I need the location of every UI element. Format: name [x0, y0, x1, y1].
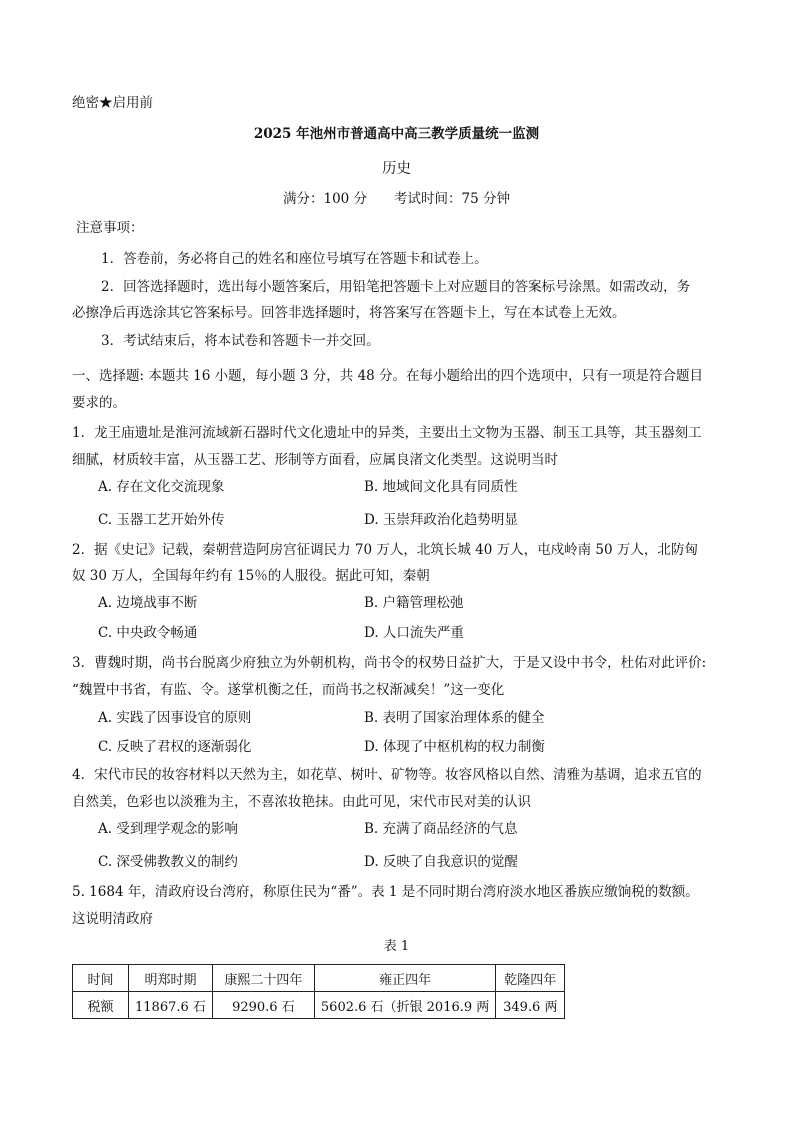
score-info: 满分：100 分 考试时间：75 分钟 [282, 191, 511, 207]
q4-option-d: D. 反映了自我意识的觉醒 [364, 854, 518, 870]
q4-option-b: B. 充满了商品经济的气息 [364, 821, 518, 837]
q3-option-c: C. 反映了君权的逐渐弱化 [98, 739, 252, 755]
q2-stem-line-1: 2．据《史记》记载，秦朝营造阿房宫征调民力 70 万人，北筑长城 40 万人，屯戍岭南 50 万人，北防匈 [72, 542, 698, 558]
table-row [73, 992, 565, 1019]
notes-heading: 注意事项： [76, 220, 144, 236]
table-cell: 5602.6 石（折银 2016.9 两 [314, 992, 495, 1019]
q1-option-d: D. 玉崇拜政治化趋势明显 [364, 512, 518, 528]
q1-option-b: B. 地域间文化具有同质性 [364, 479, 518, 495]
q4-stem-line-2: 自然美，色彩也以淡雅为主，不喜浓妆艳抹。由此可见，宋代市民对美的认识 [72, 794, 531, 810]
tax-table [72, 964, 565, 1019]
table-cell: 349.6 两 [496, 992, 565, 1019]
q3-stem-line-1: 3．曹魏时期，尚书台脱离少府独立为外朝机构，尚书令的权势日益扩大，于是又设中书令，杜佑对此评价: [72, 655, 707, 671]
note-2-line-1: 2．回答选择题时，选出每小题答案后，用铅笔把答题卡上对应题目的答案标号涂黑。如需改动，务 [101, 279, 691, 295]
table-header-cell: 康熙二十四年 [212, 965, 314, 992]
note-3: 3．考试结束后，将本试卷和答题卡一并交回。 [101, 333, 380, 349]
q2-option-b: B. 户籍管理松弛 [364, 595, 464, 611]
secret-label: 绝密★启用前 [72, 95, 153, 111]
q4-stem-line-1: 4．宋代市民的妆容材料以天然为主，如花草、树叶、矿物等。妆容风格以自然、清雅为基调，追求五官的 [72, 767, 702, 783]
exam-title: 2025 年池州市普通高中高三教学质量统一监测 [253, 126, 540, 142]
table-header-cell: 乾隆四年 [496, 965, 565, 992]
q1-stem-line-2: 细腻，材质较丰富，从玉器工艺、形制等方面看，应属良渚文化类型。这说明当时 [72, 452, 558, 468]
q3-option-d: D. 体现了中枢机构的权力制衡 [364, 739, 545, 755]
q1-stem-line-1: 1．龙王庙遗址是淮河流域新石器时代文化遗址中的异类，主要出土文物为玉器、制玉工具等，其玉器刻工 [72, 425, 702, 441]
q2-stem-line-2: 奴 30 万人，全国每年约有 15％的人服役。据此可知，秦朝 [72, 568, 430, 584]
table-header-cell: 时间 [73, 965, 129, 992]
q4-option-c: C. 深受佛教教义的制约 [98, 854, 238, 870]
table-row-label: 税额 [73, 992, 129, 1019]
q3-option-a: A. 实践了因事设官的原则 [98, 710, 252, 726]
q1-option-a: A. 存在文化交流现象 [98, 479, 225, 495]
q5-stem-line-2: 这说明清政府 [72, 911, 153, 927]
q2-option-a: A. 边境战事不断 [98, 595, 198, 611]
q4-option-a: A. 受到理学观念的影响 [98, 821, 238, 837]
q2-option-d: D. 人口流失严重 [364, 625, 464, 641]
q3-stem-line-2: “魏置中书省，有监、令。遂掌机衡之任，而尚书之权渐减矣！”这一变化 [72, 682, 505, 698]
table-cell: 9290.6 石 [212, 992, 314, 1019]
table-header-row [73, 965, 565, 992]
section-1-line-2: 要求的。 [72, 395, 126, 411]
table-caption: 表 1 [383, 939, 410, 954]
table-cell: 11867.6 石 [129, 992, 213, 1019]
subject-title: 历史 [382, 161, 411, 177]
table-header-cell: 明郑时期 [129, 965, 213, 992]
q5-stem-line-1: 5. 1684 年，清政府设台湾府，称原住民为“番”。表 1 是不同时期台湾府淡水地区番族应缴饷税的数额。 [72, 884, 699, 900]
q2-option-c: C. 中央政令畅通 [98, 625, 198, 641]
note-2-line-2: 必擦净后再选涂其它答案标号。回答非选择题时，将答案写在答题卡上，写在本试卷上无效。 [72, 305, 626, 321]
note-1: 1．答卷前，务必将自己的姓名和座位号填写在答题卡和试卷上。 [101, 251, 488, 267]
table-header-cell: 雍正四年 [314, 965, 495, 992]
q3-option-b: B. 表明了国家治理体系的健全 [364, 710, 545, 726]
q1-option-c: C. 玉器工艺开始外传 [98, 512, 225, 528]
section-1-line-1: 一、选择题: 本题共 16 小题，每小题 3 分，共 48 分。在每小题给出的四个选项中，只有一项是符合题目 [72, 368, 704, 384]
